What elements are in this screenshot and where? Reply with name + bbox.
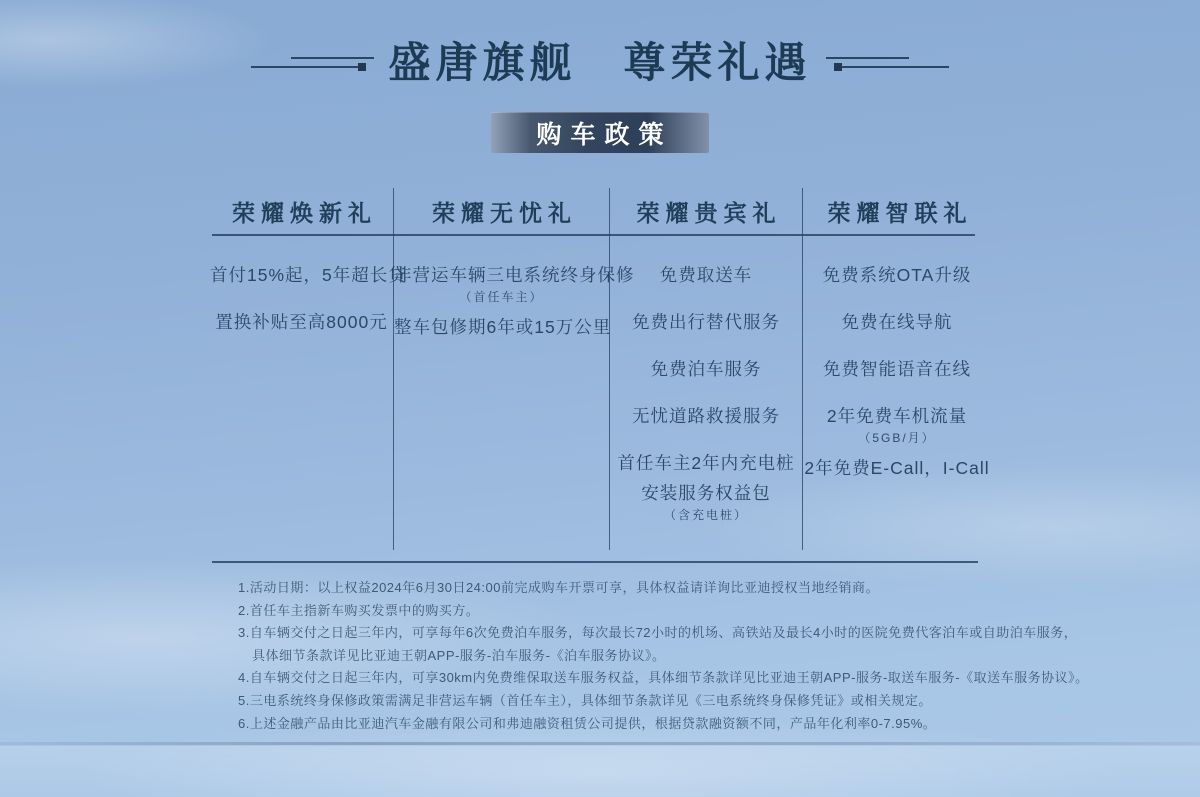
benefit-text: 首任车主2年内充电桩 bbox=[617, 453, 795, 473]
benefit-item bbox=[610, 454, 802, 522]
column-header: 荣耀智联礼 bbox=[827, 199, 973, 226]
benefit-item: 免费智能语音在线 bbox=[823, 359, 971, 379]
column-items bbox=[210, 234, 407, 332]
benefit-item: 2年免费E-Call，I-Call bbox=[804, 458, 990, 478]
benefit-item: 免费出行替代服务 bbox=[632, 312, 780, 332]
benefit-note: （含充电桩） bbox=[663, 508, 748, 522]
benefit-column-zhilian bbox=[803, 188, 991, 550]
footnote-1: 1.活动日期：以上权益2024年6月30日24:00前完成购车开票可享，具体权益请详询比亚迪授权当地经销商。 bbox=[238, 580, 879, 595]
table-bottom-rule bbox=[212, 561, 978, 563]
footnote-6: 6.上述金融产品由比亚迪汽车金融有限公司和弗迪融资租赁公司提供，根据贷款融资额不同，产品年化利率0-7.95%。 bbox=[238, 715, 937, 731]
column-items bbox=[394, 234, 635, 337]
column-header: 荣耀无忧礼 bbox=[432, 199, 577, 226]
policy-badge-label: 购车政策 bbox=[536, 120, 673, 149]
benefit-item bbox=[394, 265, 635, 304]
benefit-item: 首付15%起，5年超长贷 bbox=[210, 265, 407, 285]
benefit-column-wuyou bbox=[394, 188, 635, 550]
footnote-2: 2.首任车主指新车购买发票中的购买方。 bbox=[238, 602, 480, 618]
benefit-item bbox=[803, 407, 991, 445]
page-header bbox=[0, 38, 1200, 88]
cloud-streak bbox=[0, 742, 1200, 745]
benefit-note: （5GB/月） bbox=[858, 431, 936, 445]
benefit-text-line2: 安装服务权益包 bbox=[641, 483, 771, 503]
cloud-band bbox=[0, 746, 1200, 797]
footnote-3-continued: 具体细节条款详见比亚迪王朝APP-服务-泊车服务-《泊车服务协议》。 bbox=[252, 647, 666, 663]
benefit-note: （首任车主） bbox=[459, 290, 544, 304]
title-ornament-right-icon bbox=[822, 53, 952, 73]
footnote-5: 5.三电系统终身保修政策需满足非营运车辆（首任车主），具体细节条款详见《三电系统终身保修凭证》或相关规定。 bbox=[238, 692, 932, 708]
benefit-text: 非营运车辆三电系统终身保修 bbox=[394, 265, 635, 285]
benefits-table bbox=[210, 188, 991, 550]
policy-badge bbox=[491, 112, 709, 153]
column-header: 荣耀贵宾礼 bbox=[636, 199, 782, 226]
benefit-text: 2年免费车机流量 bbox=[826, 406, 968, 426]
benefit-column-huanxin bbox=[210, 188, 407, 550]
page-title: 盛唐旗舰 尊荣礼遇 bbox=[388, 39, 812, 86]
benefit-item: 免费系统OTA升级 bbox=[822, 265, 972, 285]
column-items bbox=[803, 234, 991, 478]
column-items bbox=[610, 234, 802, 522]
benefit-item: 免费泊车服务 bbox=[650, 359, 762, 379]
title-ornament-left-icon bbox=[248, 53, 378, 73]
benefit-item: 置换补贴至高8000元 bbox=[215, 312, 388, 332]
benefit-column-guibin bbox=[610, 188, 803, 550]
column-header: 荣耀焕新礼 bbox=[232, 199, 377, 226]
benefit-item: 免费在线导航 bbox=[841, 312, 953, 332]
footnote-3: 3.自车辆交付之日起三年内，可享每年6次免费泊车服务，每次最长72小时的机场、高铁站及最长4小时的医院免费代客泊车或自助泊车服务， bbox=[238, 625, 1078, 641]
footnotes bbox=[238, 577, 1089, 735]
benefit-item: 无忧道路救援服务 bbox=[632, 406, 780, 426]
table-header-rule bbox=[212, 234, 975, 236]
benefit-item: 整车包修期6年或15万公里 bbox=[394, 317, 612, 337]
footnote-4: 4.自车辆交付之日起三年内，可享30km内免费维保取送车服务权益，具体细节条款详见比亚迪王朝APP-服务-取送车服务-《取送车服务协议》。 bbox=[238, 670, 1089, 686]
benefit-item: 免费取送车 bbox=[659, 265, 753, 285]
